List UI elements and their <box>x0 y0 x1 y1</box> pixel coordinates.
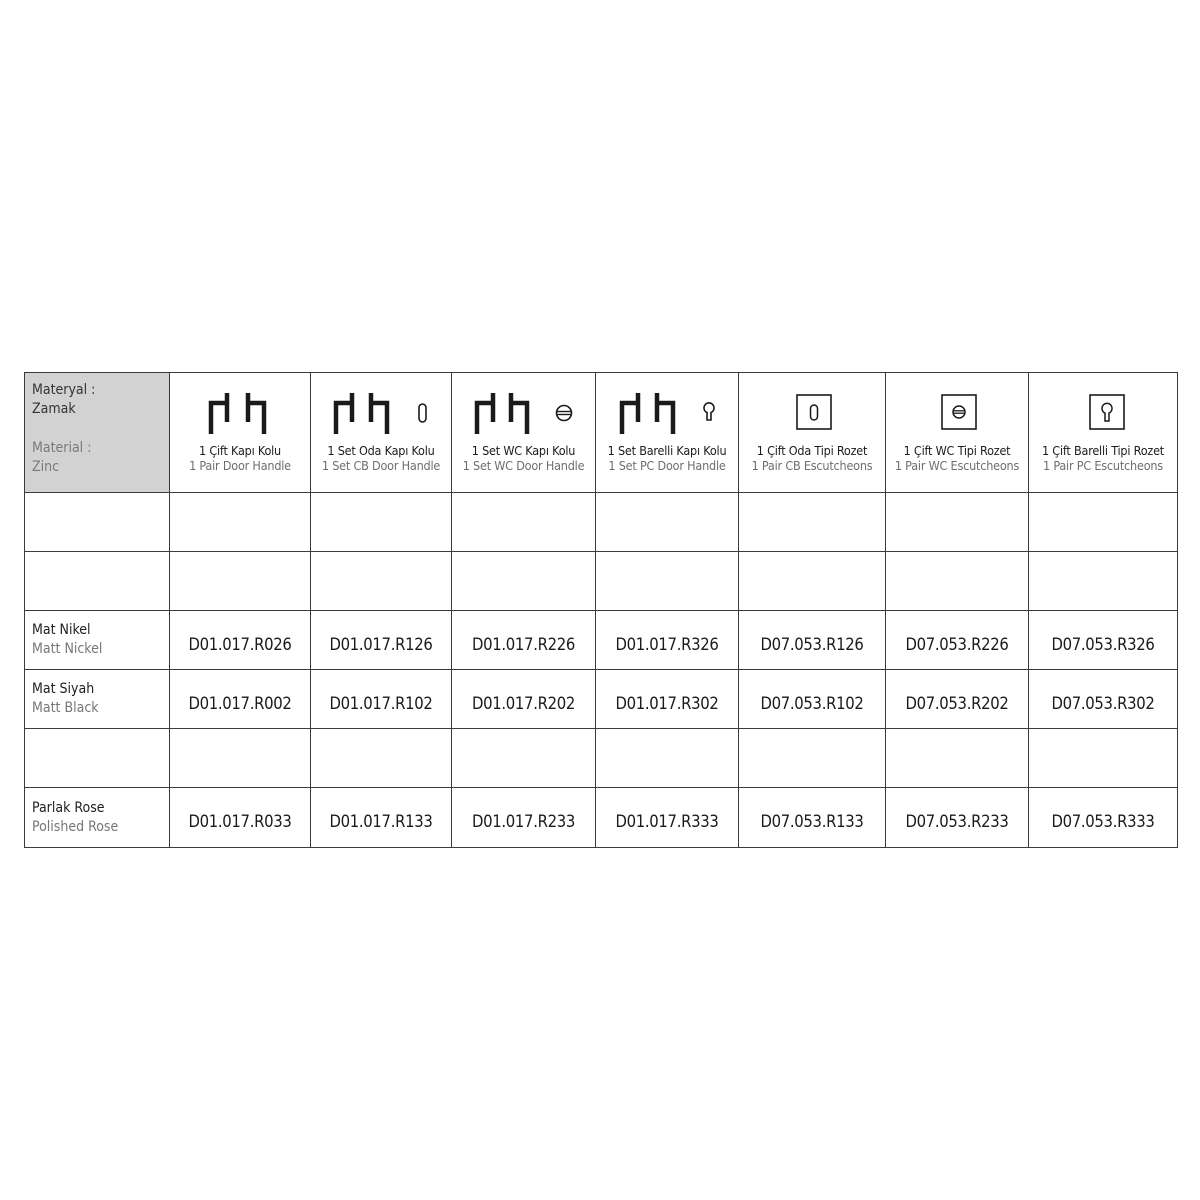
product-code <box>311 552 452 611</box>
product-code: D07.053.R233 <box>886 788 1029 848</box>
product-label-tr: 1 Set Oda Kapı Kolu <box>327 443 435 458</box>
product-label-en: 1 Set CB Door Handle <box>321 458 441 473</box>
door-handle-pair-icon <box>170 381 310 437</box>
product-code: D01.017.R126 <box>311 611 452 670</box>
product-code <box>170 729 311 788</box>
product-code <box>739 552 886 611</box>
table-row <box>25 552 1178 611</box>
escutcheon-wc-icon <box>887 381 1027 437</box>
row-label-tr: Mat Siyah <box>32 681 95 697</box>
product-code: D07.053.R226 <box>886 611 1029 670</box>
product-label-tr: 1 Çift WC Tipi Rozet <box>903 443 1011 458</box>
product-code <box>596 552 739 611</box>
product-code <box>311 493 452 552</box>
product-code <box>596 729 739 788</box>
product-code: D07.053.R202 <box>886 670 1029 729</box>
product-code: D01.017.R033 <box>170 788 311 848</box>
product-code <box>452 552 596 611</box>
product-label-en: 1 Set WC Door Handle <box>462 458 585 473</box>
row-label <box>25 611 170 670</box>
product-code: D01.017.R002 <box>170 670 311 729</box>
material-en <box>32 439 169 477</box>
product-header-2 <box>452 373 596 493</box>
table-row <box>25 493 1178 552</box>
product-label-tr: 1 Çift Barelli Tipi Rozet <box>1041 443 1165 458</box>
door-handle-cb-icon <box>311 381 451 437</box>
product-code <box>452 493 596 552</box>
product-code <box>886 552 1029 611</box>
product-code <box>1029 493 1178 552</box>
header-row <box>25 373 1178 493</box>
product-header-6 <box>1029 373 1178 493</box>
product-code <box>1029 552 1178 611</box>
product-label-tr: 1 Set Barelli Kapı Kolu <box>607 443 727 458</box>
table-row <box>25 788 1178 848</box>
product-code <box>311 729 452 788</box>
row-label <box>25 493 170 552</box>
escutcheon-cb-icon <box>742 381 882 437</box>
row-label <box>25 552 170 611</box>
table-row <box>25 729 1178 788</box>
product-code <box>886 493 1029 552</box>
product-code: D01.017.R302 <box>596 670 739 729</box>
product-header-5 <box>886 373 1029 493</box>
material-label-tr: Materyal : <box>32 382 96 398</box>
table-row <box>25 670 1178 729</box>
product-code: D01.017.R226 <box>452 611 596 670</box>
product-code <box>739 729 886 788</box>
material-cell <box>25 373 170 493</box>
table-row <box>25 611 1178 670</box>
product-code: D01.017.R202 <box>452 670 596 729</box>
product-code: D01.017.R133 <box>311 788 452 848</box>
product-header-3 <box>596 373 739 493</box>
product-code <box>739 493 886 552</box>
product-code: D07.053.R326 <box>1029 611 1178 670</box>
product-label-en: 1 Pair WC Escutcheons <box>894 458 1020 473</box>
row-label-en: Matt Black <box>32 700 99 716</box>
material-value-en: Zinc <box>32 459 60 475</box>
row-label <box>25 670 170 729</box>
row-label-tr: Mat Nikel <box>32 622 91 638</box>
door-handle-wc-icon <box>454 381 594 437</box>
door-handle-pc-icon <box>597 381 737 437</box>
product-label-en: 1 Pair Door Handle <box>189 458 291 473</box>
product-code: D07.053.R133 <box>739 788 886 848</box>
product-code: D01.017.R026 <box>170 611 311 670</box>
product-label-tr: 1 Çift Kapı Kolu <box>199 443 281 458</box>
row-label-en: Polished Rose <box>32 818 119 835</box>
product-code <box>452 729 596 788</box>
product-code: D07.053.R126 <box>739 611 886 670</box>
product-code: D01.017.R326 <box>596 611 739 670</box>
material-label-en: Material : <box>32 440 92 456</box>
product-code <box>1029 729 1178 788</box>
escutcheon-pc-icon <box>1033 381 1173 437</box>
row-label-en: Matt Nickel <box>32 641 103 657</box>
product-label-tr: 1 Set WC Kapı Kolu <box>471 443 576 458</box>
product-code <box>596 493 739 552</box>
material-value-tr: Zamak <box>32 401 76 417</box>
row-label-tr: Parlak Rose <box>32 799 105 816</box>
product-label-en: 1 Pair CB Escutcheons <box>751 458 873 473</box>
product-code <box>170 552 311 611</box>
product-code: D01.017.R102 <box>311 670 452 729</box>
product-code: D07.053.R302 <box>1029 670 1178 729</box>
material-tr <box>32 381 169 419</box>
product-header-0 <box>170 373 311 493</box>
product-code <box>886 729 1029 788</box>
product-label-en: 1 Set PC Door Handle <box>608 458 726 473</box>
product-header-4 <box>739 373 886 493</box>
product-code: D07.053.R102 <box>739 670 886 729</box>
product-label-tr: 1 Çift Oda Tipi Rozet <box>756 443 868 458</box>
product-code-table <box>24 372 1178 848</box>
product-code: D07.053.R333 <box>1029 788 1178 848</box>
product-header-1 <box>311 373 452 493</box>
product-label-en: 1 Pair PC Escutcheons <box>1043 458 1163 473</box>
row-label <box>25 788 170 848</box>
product-code: D01.017.R233 <box>452 788 596 848</box>
product-code: D01.017.R333 <box>596 788 739 848</box>
product-code <box>170 493 311 552</box>
row-label <box>25 729 170 788</box>
